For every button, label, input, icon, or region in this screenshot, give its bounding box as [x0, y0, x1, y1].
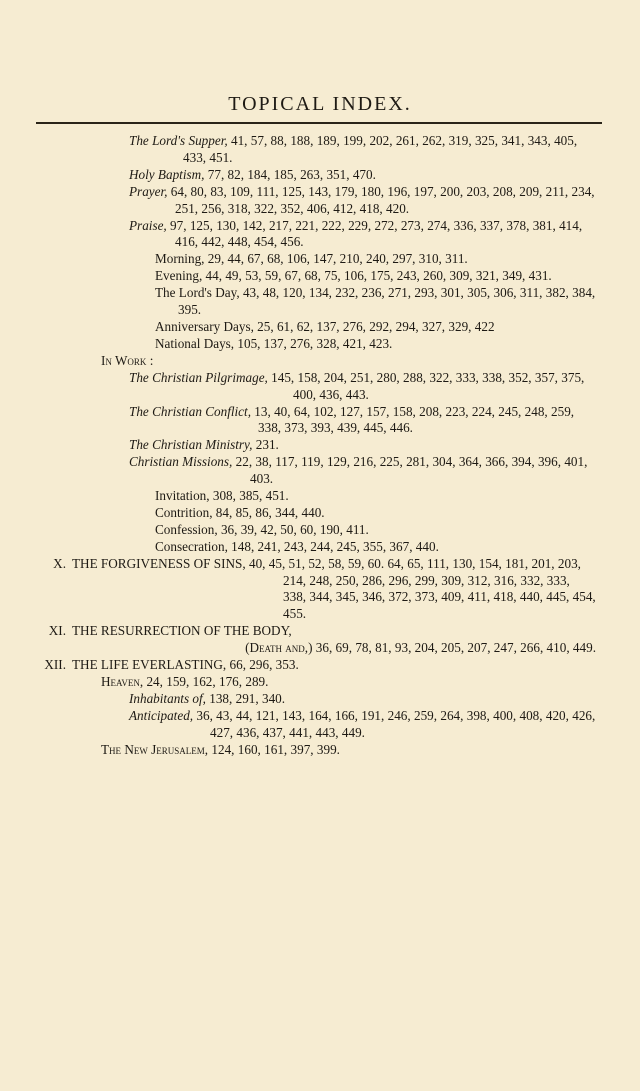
index-entry: [0, 218, 640, 252]
entry-numbers: Anniversary Days, 25, 61, 62, 137, 276, 292, 294, 327, 329, 422: [155, 318, 495, 334]
entry-numbers: 138, 291, 340.: [205, 690, 286, 706]
index-entry: [0, 691, 640, 708]
index-entry: [0, 623, 640, 640]
entry-numbers: 124, 160, 161, 397, 399.: [208, 741, 340, 757]
section-number: XI.: [48, 623, 66, 639]
entry-numbers: 66, 296, 353.: [226, 657, 299, 673]
index-entry: [0, 505, 640, 522]
entry-label: (Death and,): [245, 640, 313, 656]
index-entry: [0, 370, 640, 404]
entry-label: The Christian Pilgrimage,: [129, 369, 268, 385]
entry-numbers: 24, 159, 162, 176, 289.: [143, 674, 269, 689]
entry-label: The New Jerusalem,: [101, 741, 209, 757]
entry-numbers: 22, 38, 117, 119, 129, 216, 225, 281, 304, 364, 366, 394, 396, 401, 403.: [232, 454, 588, 487]
entry-label: Praise,: [129, 217, 167, 233]
index-entry: [0, 167, 640, 184]
entry-label: In Work :: [101, 352, 154, 368]
index-entry: [0, 454, 640, 488]
entry-numbers: 40, 45, 51, 52, 58, 59, 60. 64, 65, 111, 130, 154, 181, 201, 203, 214, 248, 250, 286, 296, 299, 309, 312, 316, 332, 333, 338, 344, 345, 346, 372, 373, 409, 411, 418, 440, 445, 454, 455.: [245, 555, 596, 622]
index-entry: [0, 556, 640, 624]
index-entry: [0, 674, 640, 691]
entry-label: The Christian Ministry,: [129, 437, 253, 453]
entry-label: Holy Baptism,: [129, 166, 205, 182]
entry-label: Prayer,: [129, 183, 168, 199]
index-entry: [0, 640, 640, 657]
entry-numbers: Contrition, 84, 85, 86, 344, 440.: [155, 504, 325, 520]
entry-numbers: 77, 82, 184, 185, 263, 351, 470.: [204, 166, 376, 182]
section-heading: THE RESURRECTION OF THE BODY,: [72, 623, 292, 639]
index-entry: [0, 353, 640, 370]
entry-numbers: 64, 80, 83, 109, 111, 125, 143, 179, 180, 196, 197, 200, 203, 208, 209, 211, 234, 251, 256, 318, 322, 352, 406, 412, 418, 420.: [167, 183, 595, 216]
entry-numbers: 231.: [252, 437, 279, 453]
index-entry: [0, 522, 640, 539]
index-entry: [0, 404, 640, 438]
index-entries: [0, 133, 640, 759]
index-entry: [0, 184, 640, 218]
entry-numbers: The Lord's Day, 43, 48, 120, 134, 232, 236, 271, 293, 301, 305, 306, 311, 382, 384, 395.: [155, 285, 596, 318]
index-entry: [0, 336, 640, 353]
entry-numbers: Morning, 29, 44, 67, 68, 106, 147, 210, 240, 297, 310, 311.: [155, 251, 468, 267]
entry-numbers: Confession, 36, 39, 42, 50, 60, 190, 411.: [155, 521, 369, 537]
page-title: TOPICAL INDEX.: [228, 93, 412, 115]
entry-numbers: 36, 69, 78, 81, 93, 204, 205, 207, 247, 266, 410, 449.: [312, 640, 596, 656]
section-number: XII.: [44, 657, 66, 673]
entry-numbers: Invitation, 308, 385, 451.: [155, 488, 289, 504]
entry-label: Inhabitants of,: [129, 690, 206, 706]
entry-numbers: 145, 158, 204, 251, 280, 288, 322, 333, 338, 352, 357, 375, 400, 436, 443.: [267, 369, 585, 402]
entry-label: Christian Missions,: [129, 454, 233, 470]
index-entry: [0, 488, 640, 505]
header-rule: [36, 122, 602, 124]
index-entry: [0, 133, 640, 167]
index-entry: [0, 708, 640, 742]
index-entry: [0, 539, 640, 556]
index-entry: [0, 437, 640, 454]
index-entry: [0, 657, 640, 674]
index-entry: [0, 285, 640, 319]
entry-label: Anticipated,: [129, 707, 194, 723]
index-entry: [0, 268, 640, 285]
index-entry: [0, 251, 640, 268]
entry-label: Heaven,: [101, 674, 144, 689]
entry-numbers: Evening, 44, 49, 53, 59, 67, 68, 75, 106, 175, 243, 260, 309, 321, 349, 431.: [155, 268, 552, 284]
section-heading: THE LIFE EVERLASTING,: [72, 657, 227, 673]
index-entry: [0, 319, 640, 336]
entry-numbers: Consecration, 148, 241, 243, 244, 245, 355, 367, 440.: [155, 538, 439, 554]
entry-label: The Lord's Supper,: [129, 133, 228, 148]
entry-numbers: 97, 125, 130, 142, 217, 221, 222, 229, 272, 273, 274, 336, 337, 378, 381, 414, 416, 442, 448, 454, 456.: [166, 217, 583, 250]
index-entry: [0, 742, 640, 759]
entry-numbers: 13, 40, 64, 102, 127, 157, 158, 208, 223, 224, 245, 248, 259, 338, 373, 393, 439, 445, 446.: [251, 403, 575, 436]
entry-numbers: 36, 43, 44, 121, 143, 164, 166, 191, 246, 259, 264, 398, 400, 408, 420, 426, 427, 436, 437, 441, 443, 449.: [193, 707, 596, 740]
entry-numbers: 41, 57, 88, 188, 189, 199, 202, 261, 262, 319, 325, 341, 343, 405, 433, 451.: [183, 133, 578, 165]
section-number: X.: [53, 555, 66, 571]
entry-numbers: National Days, 105, 137, 276, 328, 421, 423.: [155, 335, 393, 351]
section-heading: THE FORGIVENESS OF SINS,: [72, 555, 246, 571]
entry-label: The Christian Conflict,: [129, 403, 251, 419]
